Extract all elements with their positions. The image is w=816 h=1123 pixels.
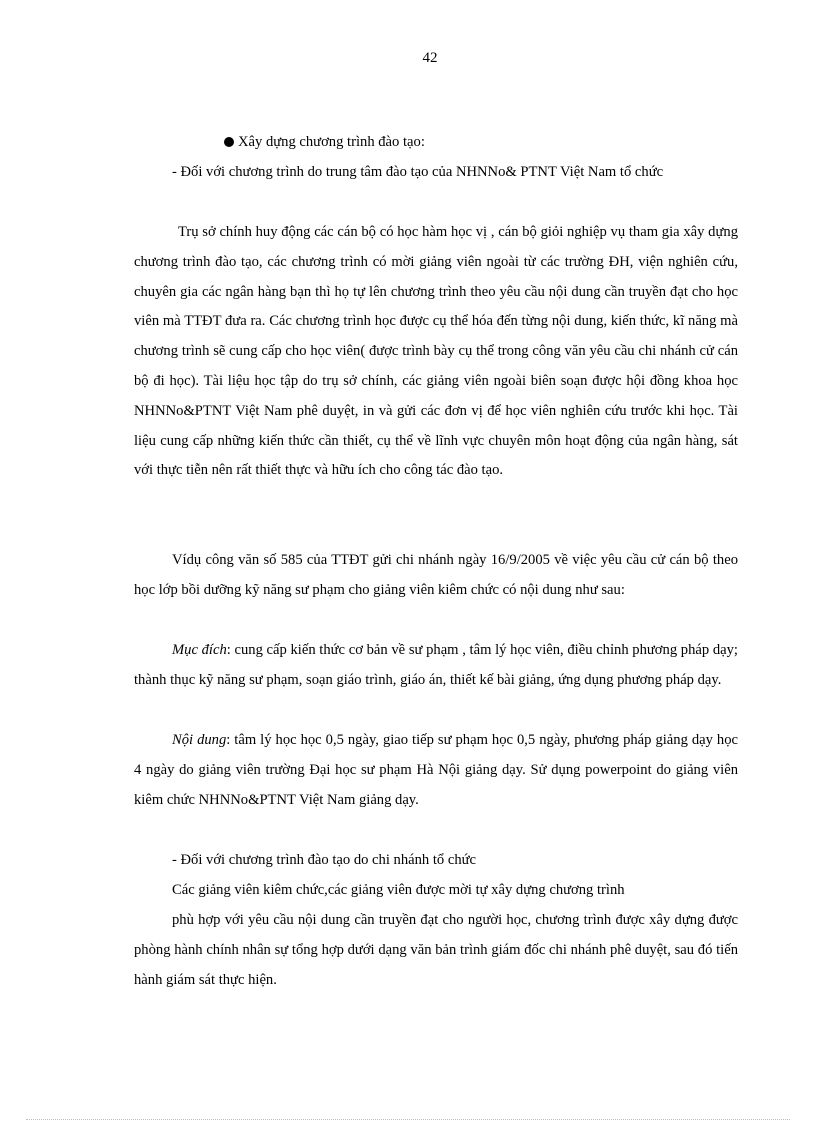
content-text: : tâm lý học học 0,5 ngày, giao tiếp sư phạm học 0,5 ngày, phương pháp giảng dạy học 4 ngày do giảng viên trường Đại học sư phạm Hà Nội giảng dạy. Sử dụng powerpoint do giảng viên kiêm chức NHNNo&PTNT Việt Nam giảng dạy.	[134, 732, 738, 808]
bullet-heading-text: Xây dựng chương trình đào tạo:	[238, 134, 425, 150]
purpose-label: Mục đích	[172, 642, 227, 658]
paragraph-center-program: - Đối với chương trình do trung tâm đào tạo của NHNNo& PTNT Việt Nam tổ chức	[172, 164, 664, 180]
paragraph-lecturers: Các giảng viên kiêm chức,các giảng viên được mời tự xây dựng chương trình	[172, 882, 625, 898]
paragraph-approval: phù hợp với yêu cầu nội dung cần truyền đạt cho người học, chương trình được xây dựng được phòng hành chính nhân sự tổng hợp dưới dạng văn bản trình giám đốc chi nhánh phê duyệt, sau đó tiến hành giám sát thực hiện.	[134, 912, 738, 988]
bullet-heading	[224, 128, 425, 158]
paragraph-headquarters: Trụ sở chính huy động các cán bộ có học hàm học vị , cán bộ giỏi nghiệp vụ tham gia xây dựng chương trình đào tạo, các chương trình có mời giảng viên ngoài từ các trường ĐH, viện nghiên cứu, chuyên gia các ngân hàng bạn thì họ tự lên chương trình theo yêu cầu nội dung cần truyền đạt cho học viên mà TTĐT đưa ra. Các chương trình học được cụ thể hóa đến từng nội dung, kiến thức, kĩ năng mà chương trình sẽ cung cấp cho học viên( được trình bày cụ thể trong công văn yêu cầu chi nhánh cử cán bộ đi học). Tài liệu học tập do trụ sở chính, các giảng viên ngoài biên soạn được hội đồng khoa học NHNNo&PTNT Việt Nam phê duyệt, in và gửi các đơn vị để học viên nghiên cứu trước khi học. Tài liệu cung cấp những kiến thức cần thiết, cụ thể về lĩnh vực chuyên môn hoạt động của ngân hàng, sát với thực tiễn nên rất thiết thực và hữu ích cho công tác đào tạo.	[134, 224, 738, 479]
paragraph-content	[134, 726, 738, 815]
purpose-text: : cung cấp kiến thức cơ bản về sư phạm , tâm lý học viên, điều chỉnh phương pháp dạy; thành thục kỹ năng sư phạm, soạn giáo trình, giáo án, thiết kế bài giảng, ứng dụng phương pháp dạy.	[134, 642, 738, 688]
page-bottom-rule	[26, 1119, 790, 1120]
paragraph-example: Vídụ công văn số 585 của TTĐT gửi chi nhánh ngày 16/9/2005 về việc yêu cầu cử cán bộ theo học lớp bồi dưỡng kỹ năng sư phạm cho giảng viên kiêm chức có nội dung như sau:	[134, 552, 738, 598]
paragraph-branch-program: - Đối với chương trình đào tạo do chi nhánh tổ chức	[172, 852, 477, 868]
paragraph-purpose	[134, 636, 738, 696]
page-number: 42	[422, 50, 438, 66]
bullet-icon	[224, 137, 234, 147]
content-label: Nội dung	[172, 732, 227, 748]
